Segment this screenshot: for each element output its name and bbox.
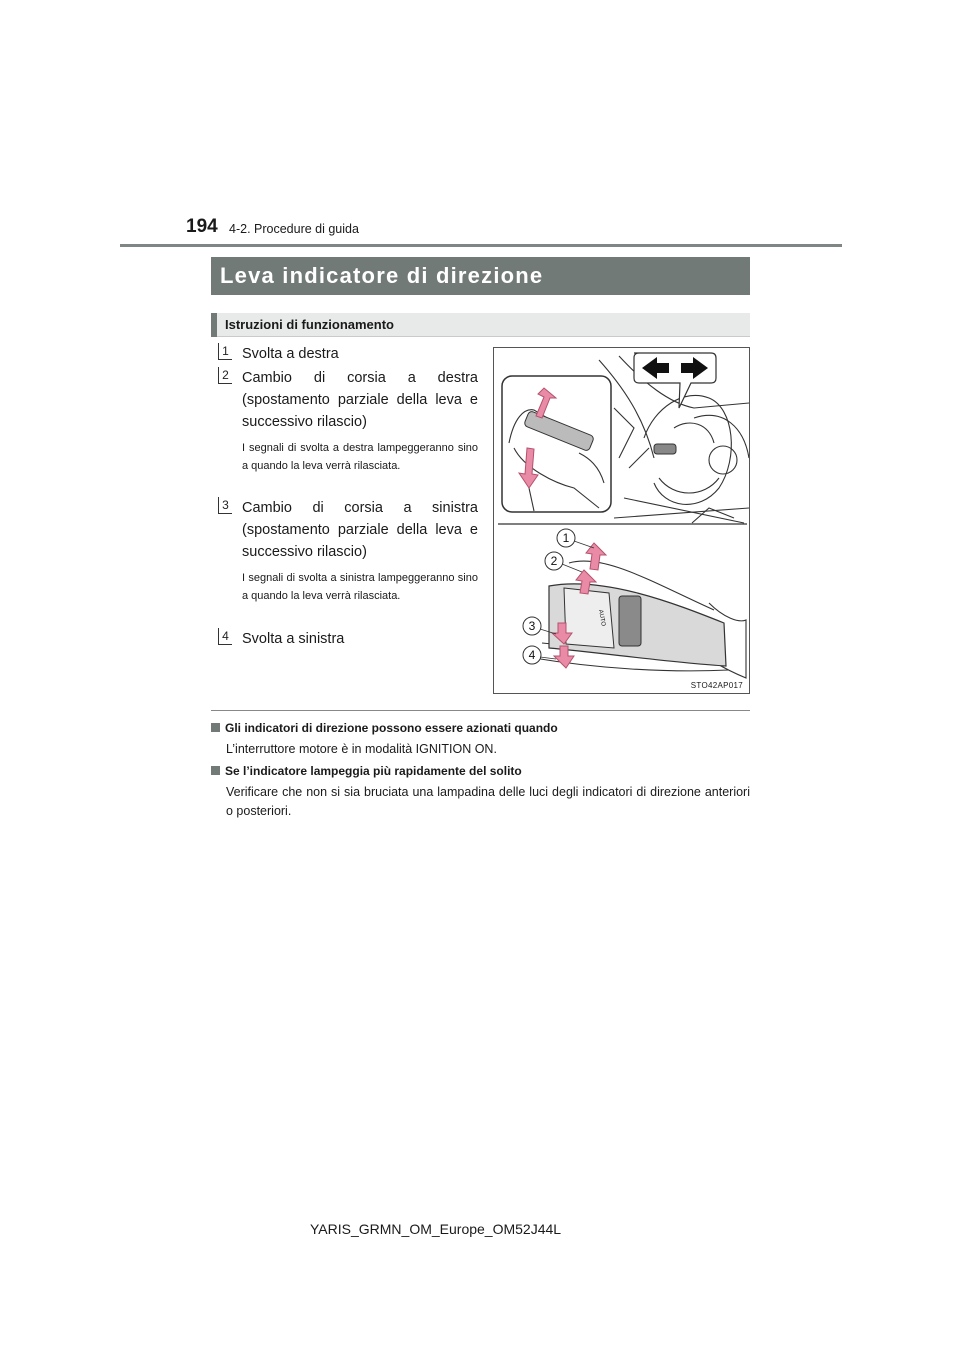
item-title: Cambio di corsia a destra (spostamento parziale della leva e successivo rilascio) — [242, 370, 478, 430]
hand-inset-frame — [502, 376, 611, 512]
item-note: I segnali di svolta a destra lampeggeranno sino a quando la leva verrà rilasciata. — [242, 442, 478, 472]
svg-text:1: 1 — [562, 531, 570, 545]
svg-text:4: 4 — [528, 648, 536, 662]
turn-signal-lever-illustration — [493, 347, 750, 694]
note-heading: Gli indicatori di direzione possono essere azionati quando — [211, 720, 750, 736]
item-number-badge: 2 — [218, 367, 232, 384]
page-title: Leva indicatore di direzione — [211, 257, 750, 295]
figure-code: STO42AP017 — [690, 681, 743, 690]
list-item — [211, 343, 478, 365]
list-item — [211, 367, 478, 475]
turn-arrows-bubble-icon — [634, 353, 716, 408]
callout-1 — [557, 529, 594, 548]
item-title: Cambio di corsia a sinistra (spostamento parziale della leva e successivo rilascio) — [242, 500, 478, 560]
item-number-badge: 4 — [218, 628, 232, 645]
section-breadcrumb: 4-2. Procedure di guida — [229, 222, 359, 236]
section-subheading: Istruzioni di funzionamento — [211, 313, 750, 337]
note-block — [211, 720, 750, 759]
square-bullet-icon — [211, 766, 220, 775]
note-heading: Se l’indicatore lampeggia più rapidamente del solito — [211, 763, 750, 779]
page-number: 194 — [186, 216, 218, 237]
square-bullet-icon — [211, 723, 220, 732]
item-title: Svolta a sinistra — [242, 631, 345, 647]
list-item — [211, 497, 478, 605]
illustration-drawing — [494, 348, 750, 694]
svg-text:3: 3 — [528, 619, 536, 633]
item-title: Svolta a destra — [242, 346, 339, 362]
svg-text:2: 2 — [550, 554, 558, 568]
note-body: Verificare che non si sia bruciata una lampadina delle luci degli indicatori di direzione anteriori o posteriori. — [226, 785, 750, 818]
note-block — [211, 763, 750, 821]
list-item — [211, 628, 478, 650]
lever-auto-label: AUTO — [597, 609, 606, 627]
item-number-badge: 3 — [218, 497, 232, 514]
note-body: L’interruttore motore è in modalità IGNITION ON. — [226, 742, 497, 756]
item-note: I segnali di svolta a sinistra lampeggeranno sino a quando la leva verrà rilasciata. — [242, 572, 478, 602]
header-rule — [120, 244, 842, 247]
section-divider — [211, 710, 750, 711]
item-number-badge: 1 — [218, 343, 232, 360]
lane-change-right-arrow-icon — [586, 543, 606, 570]
footer-model-code: YARIS_GRMN_OM_Europe_OM52J44L — [310, 1221, 562, 1237]
